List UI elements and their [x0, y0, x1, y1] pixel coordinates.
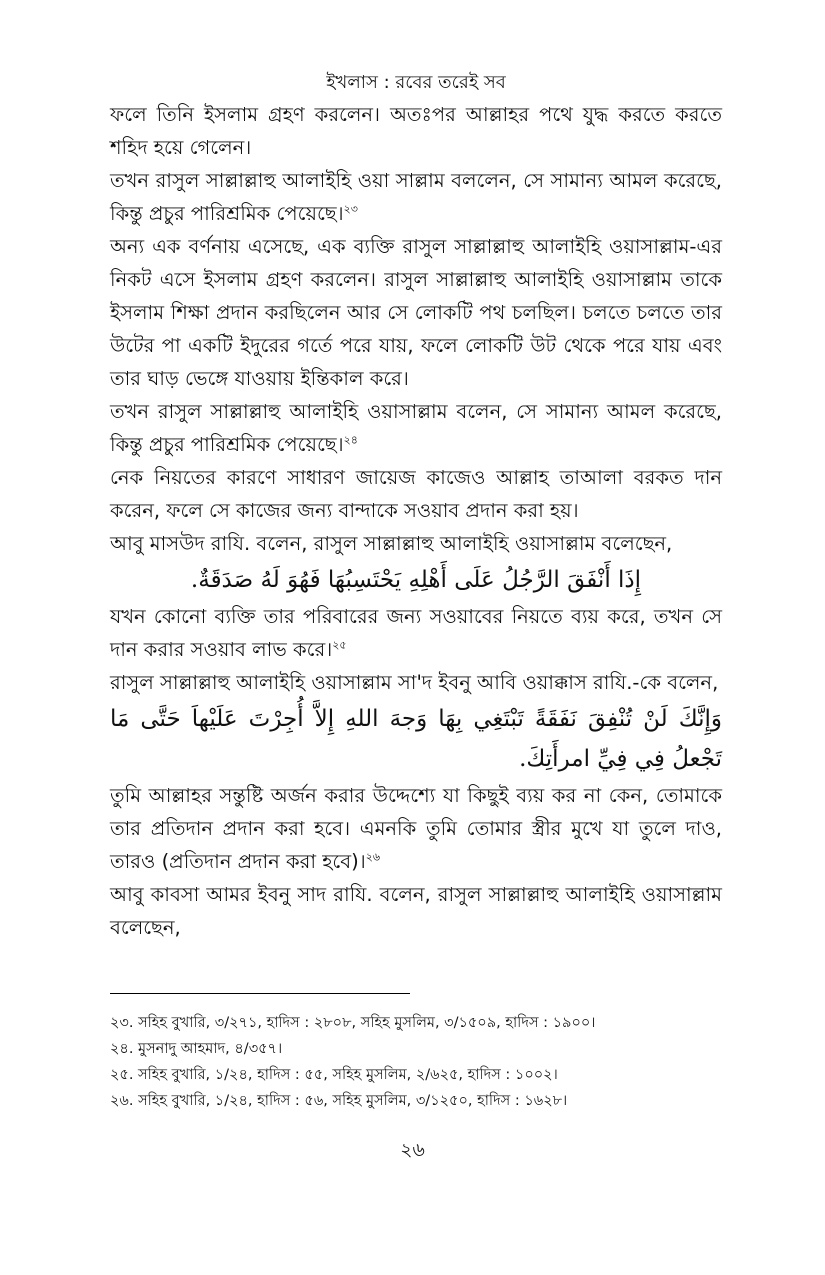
page-number: ২৬ [400, 1139, 425, 1161]
paragraph-text: তুমি আল্লাহর সন্তুষ্টি অর্জন করার উদ্দেশ্যে যা কিছুই ব্যয় কর না কেন, তোমাকে তার প্রতিদান প্রদান করা হবে। এমনকি তুমি তোমার স্ত্রীর মুখে যা তুলে দাও, তারও (প্রতিদান প্রদান করা হবে)। [110, 784, 722, 873]
paragraph-text: আবু কাবসা আমর ইবনু সাদ রাযি. বলেন, রাসুল সাল্লাল্লাহু আলাইহি ওয়াসাল্লাম বলেছেন, [110, 883, 722, 939]
page-body [110, 70, 722, 944]
footnote: ২৪. মুসনাদু আহমাদ, ৪/৩৫৭। [110, 1041, 283, 1057]
paragraph [110, 461, 722, 527]
paragraph-text: তখন রাসুল সাল্লাল্লাহু আলাইহি ওয়াসাল্লাম বলেন, সে সামান্য আমল করেছে, কিন্তু প্রচুর পারিশ্রমিক পেয়েছে। [110, 400, 722, 456]
footnote-ref[interactable]: ২৩ [343, 202, 358, 216]
footnote-separator [110, 993, 410, 994]
paragraph-text: অন্য এক বর্ণনায় এসেছে, এক ব্যক্তি রাসুল সাল্লাল্লাহু আলাইহি ওয়াসাল্লাম-এর নিকট এসে ইসলাম গ্রহণ করলেন। রাসুল সাল্লাল্লাহু আলাইহি ওয়াসাল্লাম তাকে ইসলাম শিক্ষা প্রদান করছিলেন আর সে লোকটি পথ চলছিল। চলতে চলতে তার উটের পা একটি ইদুরের গর্তে পরে যায়, ফলে লোকটি উট থেকে পরে যায় এবং তার ঘাড় ভেঙ্গে যাওয়ায় ইন্তিকাল করে। [110, 235, 722, 390]
footnote: ২৩. সহিহ বুখারি, ৩/২৭১, হাদিস : ২৮০৮, সহিহ মুসলিম, ৩/১৫০৯, হাদিস : ১৯০০। [110, 1015, 596, 1031]
paragraph-text: রাসুল সাল্লাল্লাহু আলাইহি ওয়াসাল্লাম সা'দ ইবনু আবি ওয়াক্কাস রাযি.-কে বলেন, [110, 671, 719, 694]
footnote-ref[interactable]: ২৬ [365, 850, 381, 864]
footnotes [110, 1010, 722, 1114]
footnote: ২৫. সহিহ বুখারি, ১/২৪, হাদিস : ৫৫, সহিহ মুসলিম, ২/৬২৫, হাদিস : ১০০২। [110, 1067, 558, 1083]
paragraph [110, 600, 722, 666]
paragraph [110, 395, 722, 461]
paragraph [110, 527, 722, 560]
paragraph [110, 878, 722, 944]
paragraph-text: যখন কোনো ব্যক্তি তার পরিবারের জন্য সওয়াবের নিয়তে ব্যয় করে, তখন সে দান করার সওয়াব লাভ করে। [110, 605, 722, 661]
paragraph [110, 164, 722, 230]
paragraph-text: আবু মাসউদ রাযি. বলেন, রাসুল সাল্লাল্লাহু আলাইহি ওয়াসাল্লাম বলেছেন, [110, 532, 673, 555]
running-head: ইখলাস : রবের তরেই সব [326, 72, 506, 93]
arabic-hadith-quote: إِذَا أَنْفَقَ الرَّجُلُ عَلَى أَهْلِهِ يَحْتَسِبُهَا فَهُوَ لَهُ صَدَقَةٌ. [190, 567, 642, 593]
arabic-hadith-quote: وَإِنَّكَ لَنْ تُنْفِقَ نَفَقَةً تَبْتَغِي بِهَا وَجهَ اللهِ إِلاَّ أُجِرْتَ عَلَيْهاَ حَتَّى مَا تَجْعلُ فِي فِيِّ امرأَتِكَ. [110, 706, 722, 772]
paragraph [110, 230, 722, 395]
paragraph-text: তখন রাসুল সাল্লাল্লাহু আলাইহি ওয়া সাল্লাম বললেন, সে সামান্য আমল করেছে, কিন্তু প্রচুর পারিশ্রমিক পেয়েছে। [110, 169, 722, 225]
paragraph-text: নেক নিয়তের কারণে সাধারণ জায়েজ কাজেও আল্লাহ তাআলা বরকত দান করেন, ফলে সে কাজের জন্য বান্দাকে সওয়াব প্রদান করা হয়। [110, 466, 722, 522]
paragraph [110, 98, 722, 164]
footnote-ref[interactable]: ২৫ [332, 638, 347, 652]
paragraph-text: ফলে তিনি ইসলাম গ্রহণ করলেন। অতঃপর আল্লাহর পথে যুদ্ধ করতে করতে শহিদ হয়ে গেলেন। [110, 103, 722, 159]
footnote: ২৬. সহিহ বুখারি, ১/২৪, হাদিস : ৫৬, সহিহ মুসলিম, ৩/১২৫০, হাদিস : ১৬২৮। [110, 1093, 568, 1109]
paragraph [110, 779, 722, 878]
footnote-ref[interactable]: ২৪ [343, 433, 358, 447]
paragraph [110, 666, 722, 699]
